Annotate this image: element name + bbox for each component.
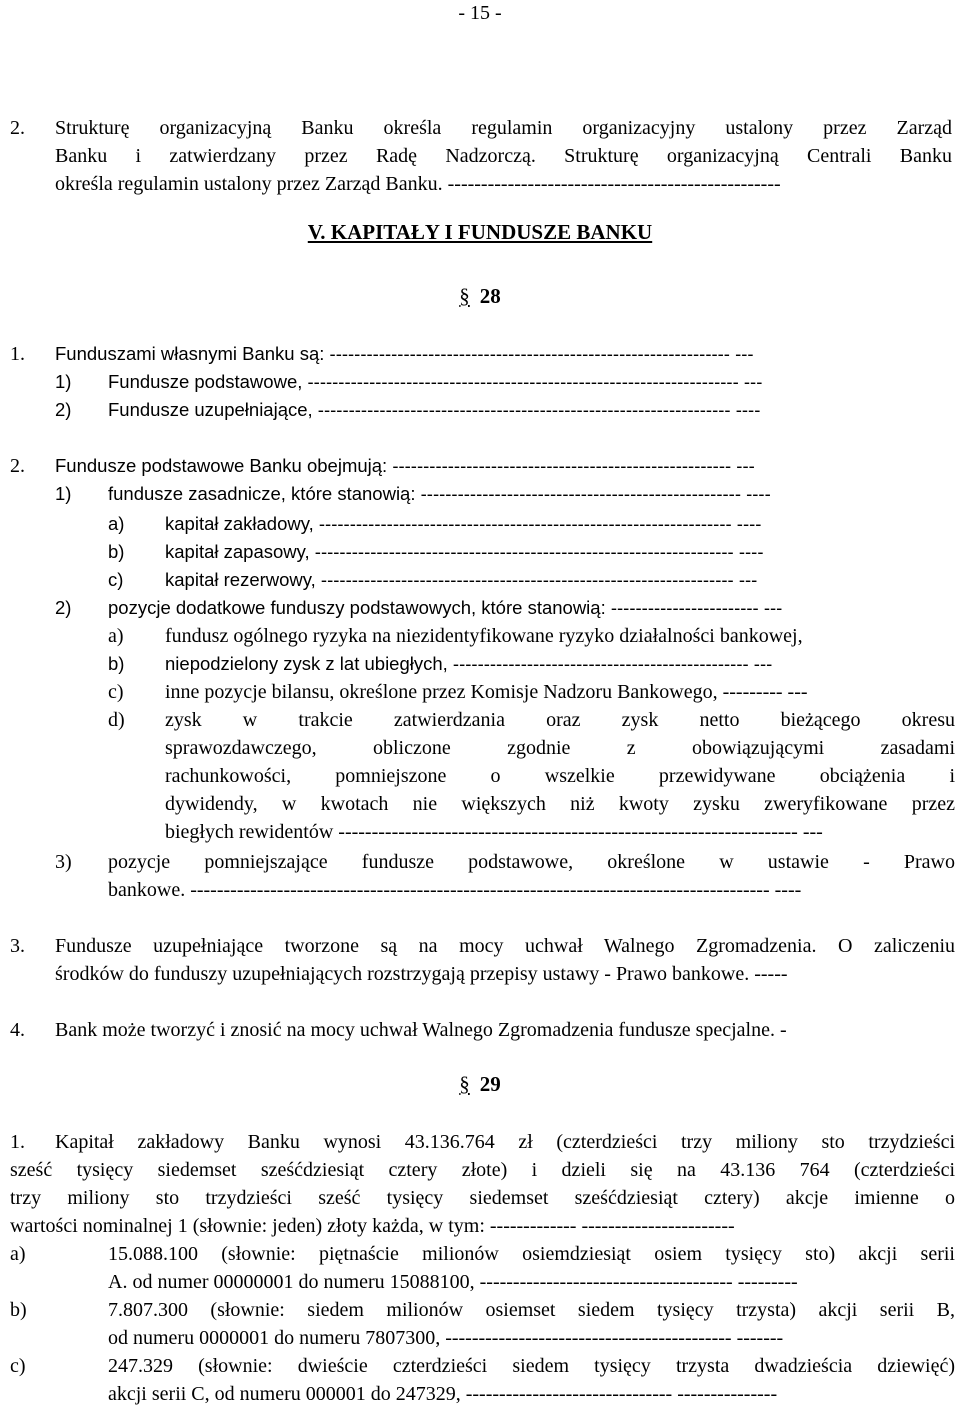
item-number: 1. [10, 1131, 25, 1153]
subitem-number: 2) [55, 399, 72, 420]
letter-text: biegłych rewidentów --------------------------------------------------------------------- --- [165, 821, 823, 843]
item-text: wartości nominalnej 1 (słownie: jeden) złoty każda, w tym: ------------- ----------------------- [10, 1215, 735, 1237]
item-text: środków do funduszy uzupełniających rozstrzygają przepisy ustawy - Prawo bankowe. ----- [55, 963, 788, 985]
item-text: Kapitał zakładowy Banku wynosi 43.136.764 zł (czterdzieści trzy miliony sto trzydzieści [55, 1131, 955, 1153]
paragraph-line: określa regulamin ustalony przez Zarząd Banku. -------------------------------------------------- [55, 173, 781, 195]
section-29-title [0, 1072, 960, 1097]
letter-number: a) [108, 625, 124, 647]
subitem-number: 3) [55, 851, 72, 873]
paragraph-line: 2. Strukturę organizacyjną Banku określa regulamin organizacyjny ustalony przez Zarząd [10, 117, 952, 139]
letter-number: c) [10, 1355, 26, 1377]
letter-text: niepodzielony zysk z lat ubiegłych, ------------------------------------------------ --- [165, 653, 773, 674]
item-text: Bank może tworzyć i znosić na mocy uchwał Walnego Zgromadzenia fundusze specjalne. - [55, 1019, 787, 1041]
letter-number: b) [108, 653, 125, 674]
section-number: 29 [479, 1072, 501, 1096]
page-number: - 15 - [458, 2, 502, 24]
letter-text: kapitał zapasowy, -------------------------------------------------------------------- ---- [165, 541, 764, 562]
letter-number: b) [108, 541, 125, 562]
subitem-number: 1) [55, 483, 72, 504]
section-number: 28 [479, 284, 501, 308]
subitem-number: 2) [55, 597, 72, 618]
subitem-text: Fundusze podstawowe, ---------------------------------------------------------------------- --- [108, 371, 763, 392]
letter-text: dywidendy, w kwotach nie większych niż kwoty zysku zweryfikowane przez [165, 793, 955, 815]
item-text: Fundusze uzupełniające tworzone są na mocy uchwał Walnego Zgromadzenia. O zaliczeniu [55, 935, 955, 957]
letter-number: b) [10, 1299, 27, 1321]
item-text: Funduszami własnymi Banku są: ----------------------------------------------------------------- --- [55, 343, 754, 364]
letter-number: a) [108, 513, 125, 534]
letter-text: sprawozdawczego, obliczone zgodnie z obowiązującymi zasadami [165, 737, 955, 759]
letter-number: c) [108, 569, 124, 590]
letter-text: 7.807.300 (słownie: siedem milionów osiemset siedem tysięcy trzysta) akcji serii B, [108, 1299, 955, 1321]
section-symbol: § [459, 284, 470, 308]
letter-text: fundusz ogólnego ryzyka na niezidentyfikowane ryzyko działalności bankowej, [165, 625, 803, 647]
item-number: 2. [10, 455, 25, 477]
item-text: trzy miliony sto trzydzieści sześć tysięcy siedemset sześćdziesiąt cztery) akcje imienne o [10, 1187, 955, 1209]
subitem-text: pozycje pomniejszające fundusze podstawowe, określone w ustawie - Prawo [108, 851, 955, 873]
section-symbol: § [459, 1072, 470, 1096]
letter-text: inne pozycje bilansu, określone przez Komisje Nadzoru Bankowego, --------- --- [165, 681, 808, 703]
letter-text: 15.088.100 (słownie: piętnaście milionów osiemdziesiąt osiem tysięcy sto) akcji serii [108, 1243, 955, 1265]
item-number: 3. [10, 935, 25, 957]
letter-text: rachunkowości, pomniejszone o wszelkie przewidywane obciążenia i [165, 765, 955, 787]
subitem-text: Fundusze uzupełniające, ------------------------------------------------------------------- ---- [108, 399, 761, 420]
letter-number: a) [10, 1243, 26, 1265]
chapter-heading: V. KAPITAŁY I FUNDUSZE BANKU [307, 220, 653, 244]
section-28-title [0, 284, 960, 309]
subitem-text: fundusze zasadnicze, które stanowią: ---------------------------------------------------- ---- [108, 483, 771, 504]
letter-text: A. od numer 00000001 do numeru 15088100, -------------------------------------- --------- [108, 1271, 798, 1293]
item-text: sześć tysięcy siedemset sześćdziesiąt cztery złote) i dzieli się na 43.136 764 (czterdzieści [10, 1159, 955, 1181]
letter-text: akcji serii C, od numeru 000001 do 247329, ------------------------------- --------------- [108, 1383, 778, 1405]
letter-text: kapitał zakładowy, ------------------------------------------------------------------- ---- [165, 513, 762, 534]
subitem-text: pozycje dodatkowe funduszy podstawowych, które stanowią: ------------------------ --- [108, 597, 783, 618]
letter-number: d) [108, 709, 125, 731]
letter-text: od numeru 0000001 do numeru 7807300, ------------------------------------------- ------- [108, 1327, 784, 1349]
subitem-text: bankowe. --------------------------------------------------------------------------------------- ---- [108, 879, 802, 901]
letter-text: zysk w trakcie zatwierdzania oraz zysk netto bieżącego okresu [165, 709, 955, 731]
letter-number: c) [108, 681, 124, 703]
item-number: 1. [10, 343, 25, 365]
subitem-number: 1) [55, 371, 72, 392]
item-number: 4. [10, 1019, 25, 1041]
paragraph-line: Banku i zatwierdzany przez Radę Nadzorczą. Strukturę organizacyjną Centrali Banku [55, 145, 952, 167]
letter-text: 247.329 (słownie: dwieście czterdzieści siedem tysięcy trzysta dwadzieścia dziewięć) [108, 1355, 955, 1377]
item-text: Fundusze podstawowe Banku obejmują: ------------------------------------------------------- --- [55, 455, 755, 476]
letter-text: kapitał rezerwowy, ------------------------------------------------------------------- --- [165, 569, 758, 590]
